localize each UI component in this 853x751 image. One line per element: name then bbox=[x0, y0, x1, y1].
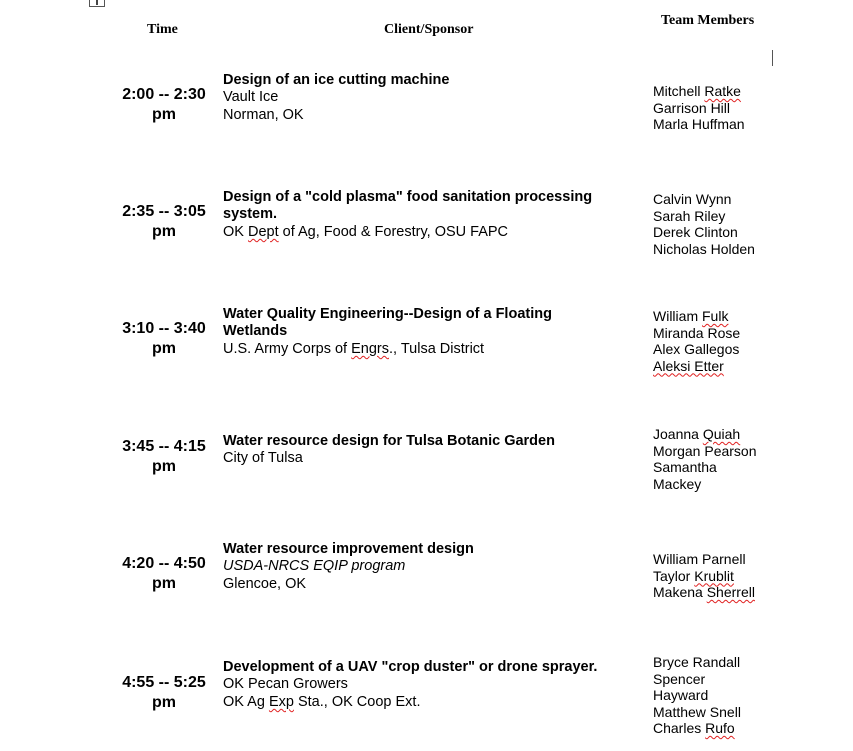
team-member: Alex Gallegos bbox=[653, 341, 740, 357]
team-members bbox=[653, 426, 783, 492]
team-member: Bryce Randall bbox=[653, 654, 741, 670]
sponsor-location: Glencoe, OK bbox=[223, 575, 307, 592]
team-members bbox=[653, 551, 783, 601]
team-member: Matthew Snell bbox=[653, 703, 741, 720]
team-member: Garrison Hill bbox=[653, 99, 731, 116]
team-member: Makena Sherrell bbox=[653, 584, 755, 600]
team-member: Spencer bbox=[653, 670, 706, 687]
project-title: Design of an ice cutting machine bbox=[223, 72, 450, 88]
text-cursor bbox=[772, 50, 773, 66]
time-slot: 2:35 -- 3:05 pm bbox=[122, 203, 206, 240]
client-cell bbox=[223, 72, 633, 124]
sponsor-location: Norman, OK bbox=[223, 106, 304, 123]
team-member: Marla Huffman bbox=[653, 116, 745, 132]
team-member: Joanna Quiah bbox=[653, 426, 741, 442]
client-cell bbox=[223, 306, 633, 358]
project-title: Design of a "cold plasma" food sanitation processing bbox=[223, 189, 593, 205]
time-slot: 4:20 -- 4:50 pm bbox=[122, 555, 206, 592]
team-member: Hayward bbox=[653, 687, 709, 703]
sponsor-program: USDA-NRCS EQIP program bbox=[223, 558, 406, 575]
project-title: Development of a UAV "crop duster" or drone sprayer. bbox=[223, 659, 598, 675]
time-slot: 3:45 -- 4:15 pm bbox=[122, 438, 206, 475]
team-member: Calvin Wynn bbox=[653, 191, 732, 207]
team-member: William Fulk bbox=[653, 308, 729, 324]
team-member: Morgan Pearson bbox=[653, 442, 757, 459]
sponsor-name: City of Tulsa bbox=[223, 450, 303, 467]
time-slot: 4:55 -- 5:25 pm bbox=[122, 674, 206, 711]
project-title-continued: Wetlands bbox=[223, 323, 288, 340]
header-client-sponsor: Client/Sponsor bbox=[384, 22, 474, 37]
team-member: Sarah Riley bbox=[653, 207, 726, 224]
team-member: Mackey bbox=[653, 475, 702, 492]
table-move-handle[interactable] bbox=[89, 0, 105, 7]
team-members bbox=[653, 83, 783, 133]
time-slot: 2:00 -- 2:30 pm bbox=[122, 86, 206, 123]
sponsor-name: U.S. Army Corps of Engrs., Tulsa District bbox=[223, 340, 485, 357]
team-member: Taylor Krublit bbox=[653, 567, 734, 584]
project-title-continued: system. bbox=[223, 206, 278, 223]
project-title: Water resource improvement design bbox=[223, 541, 474, 557]
team-members bbox=[653, 308, 783, 374]
project-title: Water Quality Engineering--Design of a Floating bbox=[223, 306, 552, 322]
client-cell bbox=[223, 659, 633, 711]
client-cell bbox=[223, 189, 633, 241]
team-member: Derek Clinton bbox=[653, 224, 738, 240]
time-slot: 3:10 -- 3:40 pm bbox=[122, 320, 206, 357]
sponsor-name: OK Pecan Growers bbox=[223, 676, 348, 693]
team-member: Miranda Rose bbox=[653, 324, 741, 341]
team-member: Nicholas Holden bbox=[653, 240, 755, 257]
team-member: Charles Rufo bbox=[653, 720, 735, 736]
team-member: Aleksi Etter bbox=[653, 357, 724, 374]
sponsor-location: OK Ag Exp Sta., OK Coop Ext. bbox=[223, 693, 421, 710]
team-member: Samantha bbox=[653, 459, 717, 475]
team-member: Mitchell Ratke bbox=[653, 83, 741, 99]
project-title: Water resource design for Tulsa Botanic Garden bbox=[223, 433, 555, 449]
team-members bbox=[653, 191, 783, 257]
sponsor-name: OK Dept of Ag, Food & Forestry, OSU FAPC bbox=[223, 223, 509, 240]
client-cell bbox=[223, 433, 633, 468]
team-members bbox=[653, 654, 783, 737]
sponsor-name: Vault Ice bbox=[223, 89, 279, 106]
client-cell bbox=[223, 541, 633, 593]
header-team-members: Team Members bbox=[661, 13, 755, 28]
team-member: William Parnell bbox=[653, 551, 746, 567]
header-time: Time bbox=[147, 22, 178, 37]
